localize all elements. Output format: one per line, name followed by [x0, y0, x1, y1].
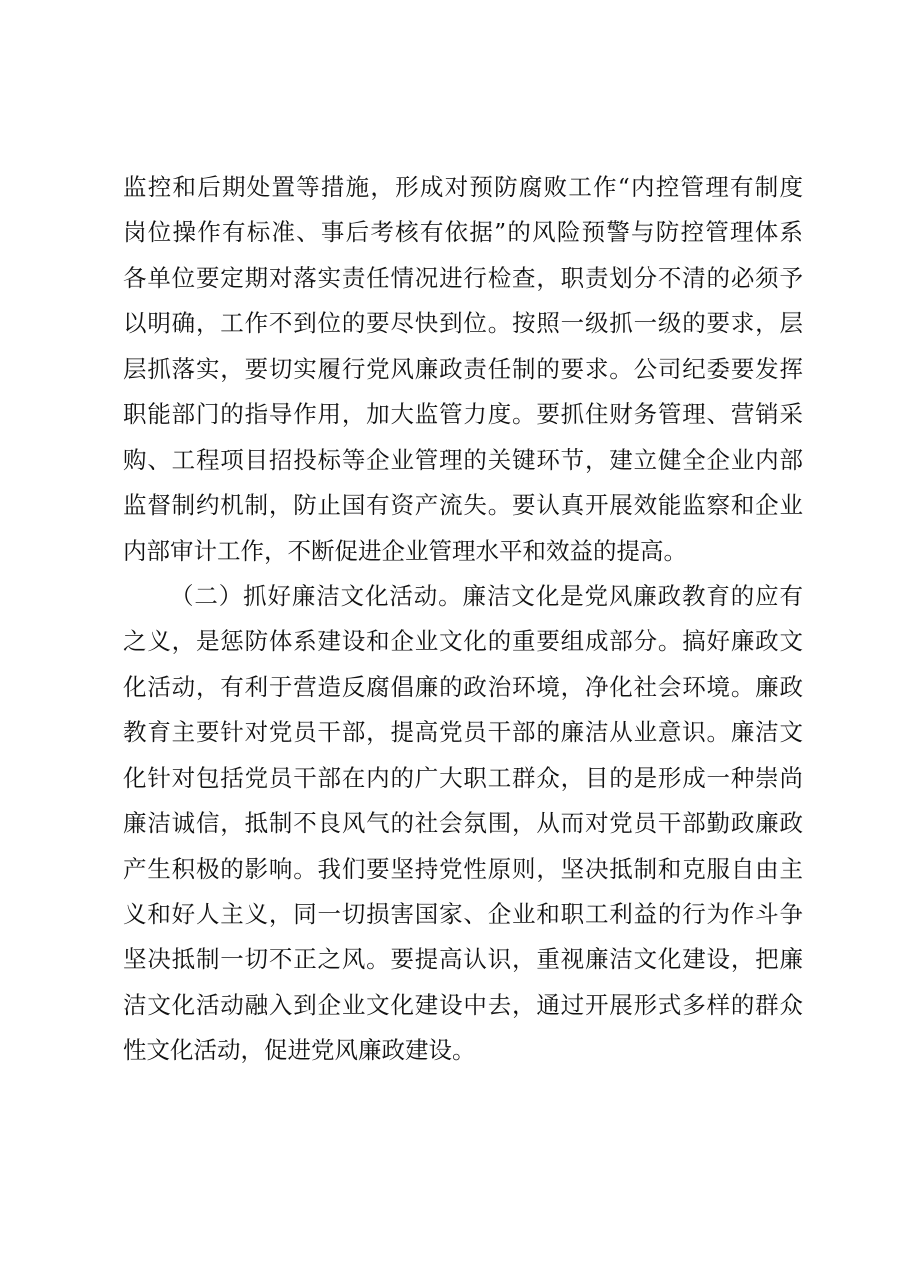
text-line: 义和好人主义，同一切损害国家、企业和职工利益的行为作斗争: [123, 900, 803, 928]
text-line: 内部审计工作，不断促进企业管理水平和效益的提高。: [123, 536, 687, 565]
text-line: 之义，是惩防体系建设和企业文化的重要组成部分。搞好廉政文: [123, 627, 803, 656]
text-line: 以明确，工作不到位的要尽快到位。按照一级抓一级的要求，层: [123, 309, 803, 338]
text-line: 各单位要定期对落实责任情况进行检查，职责划分不清的必须予: [123, 263, 803, 292]
text-line: 化活动，有利于营造反腐倡廉的政治环境，净化社会环境。廉政: [123, 672, 803, 701]
text-line: 坚决抵制一切不正之风。要提高认识，重视廉洁文化建设，把廉: [123, 945, 803, 974]
text-line: 职能部门的指导作用，加大监管力度。要抓住财务管理、营销采: [123, 400, 803, 429]
text-line: 购、工程项目招投标等企业管理的关键环节，建立健全企业内部: [123, 445, 803, 474]
text-line: 廉洁诚信，抵制不良风气的社会氛围，从而对党员干部勤政廉政: [123, 809, 803, 838]
text-line: 化针对包括党员干部在内的广大职工群众，目的是形成一种崇尚: [123, 763, 803, 792]
text-line: 岗位操作有标准、事后考核有依据”的风险预警与防控管理体系: [123, 218, 803, 247]
text-line: 产生积极的影响。我们要坚持党性原则，坚决抵制和克服自由主: [123, 854, 803, 883]
text-line: 监督制约机制，防止国有资产流失。要认真开展效能监察和企业: [123, 491, 803, 520]
paragraph-heading-line: （二）抓好廉洁文化活动。廉洁文化是党风廉政教育的应有: [170, 581, 803, 610]
text-line: 层抓落实，要切实履行党风廉政责任制的要求。公司纪委要发挥: [123, 354, 803, 383]
text-line: 性文化活动，促进党风廉政建设。: [123, 1036, 476, 1065]
body-text: [123, 165, 803, 1074]
text-line: 监控和后期处置等措施，形成对预防腐败工作“内控管理有制度: [123, 173, 803, 201]
text-line: 教育主要针对党员干部，提高党员干部的廉洁从业意识。廉洁文: [123, 718, 803, 747]
text-line: 洁文化活动融入到企业文化建设中去，通过开展形式多样的群众: [123, 990, 803, 1019]
